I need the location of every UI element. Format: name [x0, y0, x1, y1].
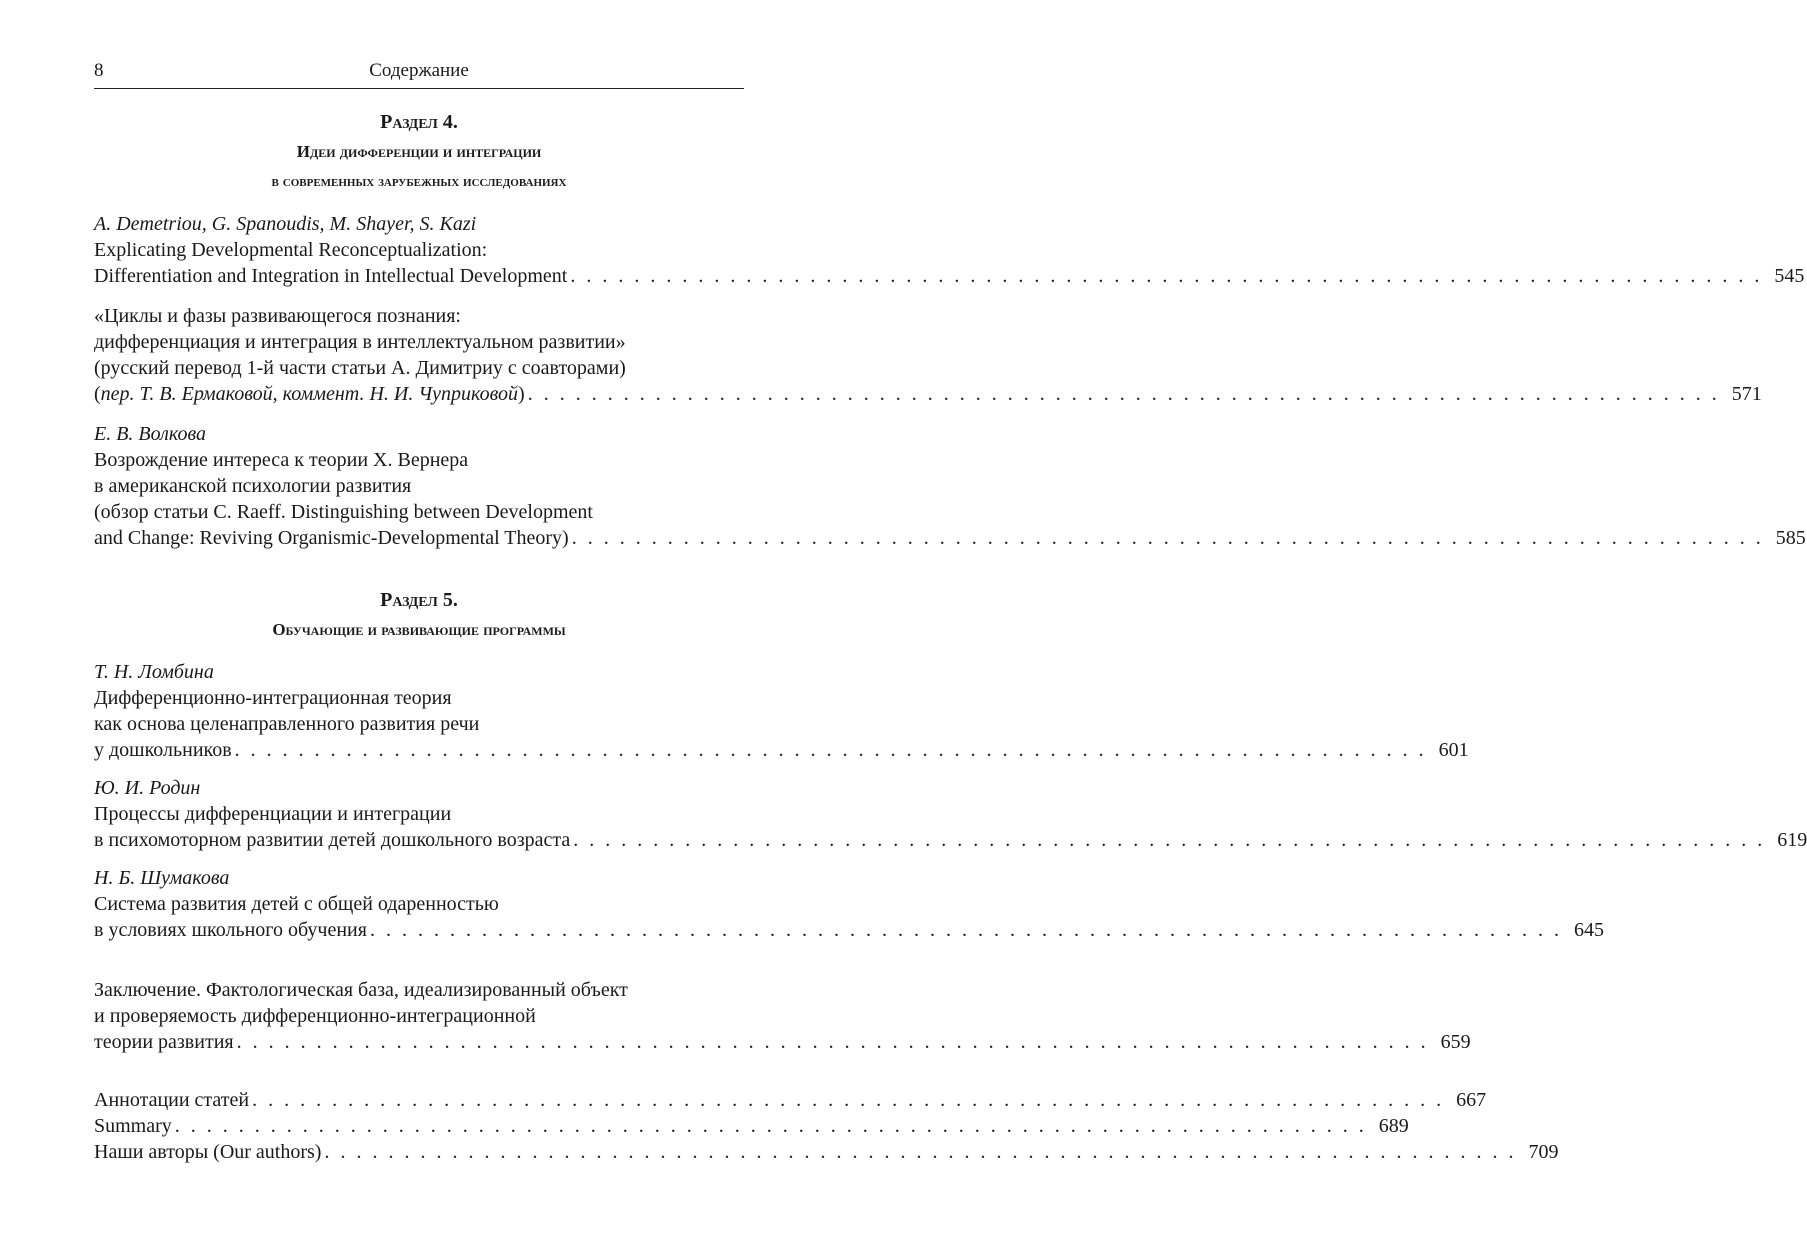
dot-leader: . . . . . . . . . . . . . . . . . . . . . . . . . . . . . . . . . . . . . . . . . . . . . . . . . . . . . . . . . . . . . . . . . . . . . . . . . . . [234, 739, 1427, 761]
entry-title-line: Заключение. Фактологическая база, идеализированный объект [94, 979, 628, 1001]
entry-title-text: Differentiation and Integration in Intellectual Development [94, 265, 568, 287]
entry-title-line: Процессы дифференциации и интеграции [94, 803, 452, 825]
toc-entry-conclusion[interactable] [94, 977, 1471, 1055]
commentator-note: коммент. Н. И. Чуприковой [282, 383, 519, 405]
toc-entry-shumakova[interactable] [94, 865, 1604, 943]
entry-title-text: Наши авторы (Our authors) [94, 1141, 322, 1163]
page-number: 8 [94, 60, 104, 81]
dot-leader: . . . . . . . . . . . . . . . . . . . . . . . . . . . . . . . . . . . . . . . . . . . . . . . . . . . . . . . . . . . . . . . . . . . . . . . . . . . [527, 383, 1720, 405]
entry-title-line: Возрождение интереса к теории Х. Вернера [94, 449, 469, 471]
section-4-heading [94, 107, 744, 197]
entry-title-last-line [94, 737, 1469, 763]
entry-author: Е. В. Волкова [94, 423, 207, 445]
dot-leader: . . . . . . . . . . . . . . . . . . . . . . . . . . . . . . . . . . . . . . . . . . . . . . . . . . . . . . . . . . . . . . . . . . . . . . . . . . . [571, 527, 1764, 549]
section-5-label: Раздел 5. [380, 589, 458, 611]
entry-title-text: Аннотации статей [94, 1089, 250, 1111]
entry-page-number: 619 [1777, 829, 1807, 851]
entry-title-text: у дошкольников [94, 739, 232, 761]
entry-page-number: 709 [1528, 1141, 1559, 1163]
dot-leader: . . . . . . . . . . . . . . . . . . . . . . . . . . . . . . . . . . . . . . . . . . . . . . . . . . . . . . . . . . . . . . . . . . . . . . . . . . . [570, 265, 1763, 287]
entry-title-last-line [94, 525, 1806, 551]
translator-note: пер. Т. В. Ермаковой [100, 383, 273, 405]
running-title: Содержание [369, 60, 469, 81]
entry-title-text: теории развития [94, 1031, 234, 1053]
section-5-title-line1: Обучающие и развивающие программы [272, 620, 566, 639]
entry-title-text [94, 381, 525, 407]
comma: , [272, 383, 283, 405]
toc-entry-russian-translation[interactable] [94, 303, 1762, 407]
entry-page-number: 659 [1440, 1031, 1471, 1053]
entry-title-text: Summary [94, 1115, 172, 1137]
entry-title-line: дифференциация и интеграция в интеллектуальном развитии» [94, 331, 626, 353]
entry-title-line: (русский перевод 1-й части статьи А. Димитриу с соавторами) [94, 357, 626, 379]
entry-author: A. Demetriou, G. Spanoudis, M. Shayer, S. Kazi [94, 213, 477, 235]
toc-entry-demetriou[interactable] [94, 211, 1805, 289]
entry-title-line: как основа целенаправленного развития речи [94, 713, 480, 735]
entry-title-text: в условиях школьного обучения [94, 919, 367, 941]
entry-page-number: 545 [1774, 265, 1805, 287]
entry-page-number: 571 [1731, 383, 1762, 405]
entry-title-line: Дифференционно-интеграционная теория [94, 687, 452, 709]
dot-leader: . . . . . . . . . . . . . . . . . . . . . . . . . . . . . . . . . . . . . . . . . . . . . . . . . . . . . . . . . . . . . . . . . . . . . . . . . . . [236, 1031, 1429, 1053]
entry-author: Ю. И. Родин [94, 777, 201, 799]
dot-leader: . . . . . . . . . . . . . . . . . . . . . . . . . . . . . . . . . . . . . . . . . . . . . . . . . . . . . . . . . . . . . . . . . . . . . . . . . . . [174, 1115, 1367, 1137]
open-paren: ( [94, 383, 101, 405]
dot-leader: . . . . . . . . . . . . . . . . . . . . . . . . . . . . . . . . . . . . . . . . . . . . . . . . . . . . . . . . . . . . . . . . . . . . . . . . . . . [324, 1141, 1517, 1163]
entry-title-line: «Циклы и фазы развивающегося познания: [94, 305, 461, 327]
toc-page [94, 60, 1807, 1165]
section-4-label: Раздел 4. [380, 111, 458, 133]
entry-title-text: в психомоторном развитии детей дошкольного возраста [94, 829, 571, 851]
entry-title-line: в американской психологии развития [94, 475, 412, 497]
toc-entry-summary[interactable] [94, 1113, 1409, 1139]
toc-entry-rodin[interactable] [94, 775, 1807, 853]
dot-leader: . . . . . . . . . . . . . . . . . . . . . . . . . . . . . . . . . . . . . . . . . . . . . . . . . . . . . . . . . . . . . . . . . . . . . . . . . . . [369, 919, 1562, 941]
entry-title-last-line [94, 827, 1807, 853]
entry-page-number: 601 [1438, 739, 1469, 761]
entry-title-last-line [94, 381, 1762, 407]
entry-page-number: 645 [1573, 919, 1604, 941]
entry-page-number: 689 [1378, 1115, 1409, 1137]
section-5-heading [94, 585, 744, 645]
section-4-title-line2: в современных зарубежных исследованиях [271, 173, 567, 190]
entry-page-number: 585 [1775, 527, 1806, 549]
entry-title-line: Explicating Developmental Reconceptualization: [94, 239, 488, 261]
dot-leader: . . . . . . . . . . . . . . . . . . . . . . . . . . . . . . . . . . . . . . . . . . . . . . . . . . . . . . . . . . . . . . . . . . . . . . . . . . . [573, 829, 1766, 851]
entry-title-line: (обзор статьи C. Raeff. Distinguishing between Development [94, 501, 593, 523]
toc-entry-authors[interactable] [94, 1139, 1559, 1165]
entry-title-last-line [94, 263, 1805, 289]
back-matter-list [94, 1087, 1559, 1165]
entry-title-last-line [94, 1029, 1471, 1055]
entry-author: Т. Н. Ломбина [94, 661, 214, 683]
toc-entry-lombina[interactable] [94, 659, 1469, 763]
dot-leader: . . . . . . . . . . . . . . . . . . . . . . . . . . . . . . . . . . . . . . . . . . . . . . . . . . . . . . . . . . . . . . . . . . . . . . . . . . . [252, 1089, 1445, 1111]
entry-title-line: Система развития детей с общей одаренностью [94, 893, 499, 915]
entry-author: Н. Б. Шумакова [94, 867, 230, 889]
toc-entry-annotations[interactable] [94, 1087, 1487, 1113]
toc-entry-volkova[interactable] [94, 421, 1806, 551]
section-4-title-line1: Идеи дифференции и интеграции [296, 142, 542, 161]
entry-title-last-line [94, 917, 1604, 943]
entry-title-line: и проверяемость дифференционно-интеграционной [94, 1005, 536, 1027]
close-paren: ) [518, 383, 525, 405]
entry-title-text: and Change: Reviving Organismic-Developmental Theory) [94, 527, 569, 549]
running-header [94, 60, 744, 89]
entry-page-number: 667 [1456, 1089, 1487, 1111]
